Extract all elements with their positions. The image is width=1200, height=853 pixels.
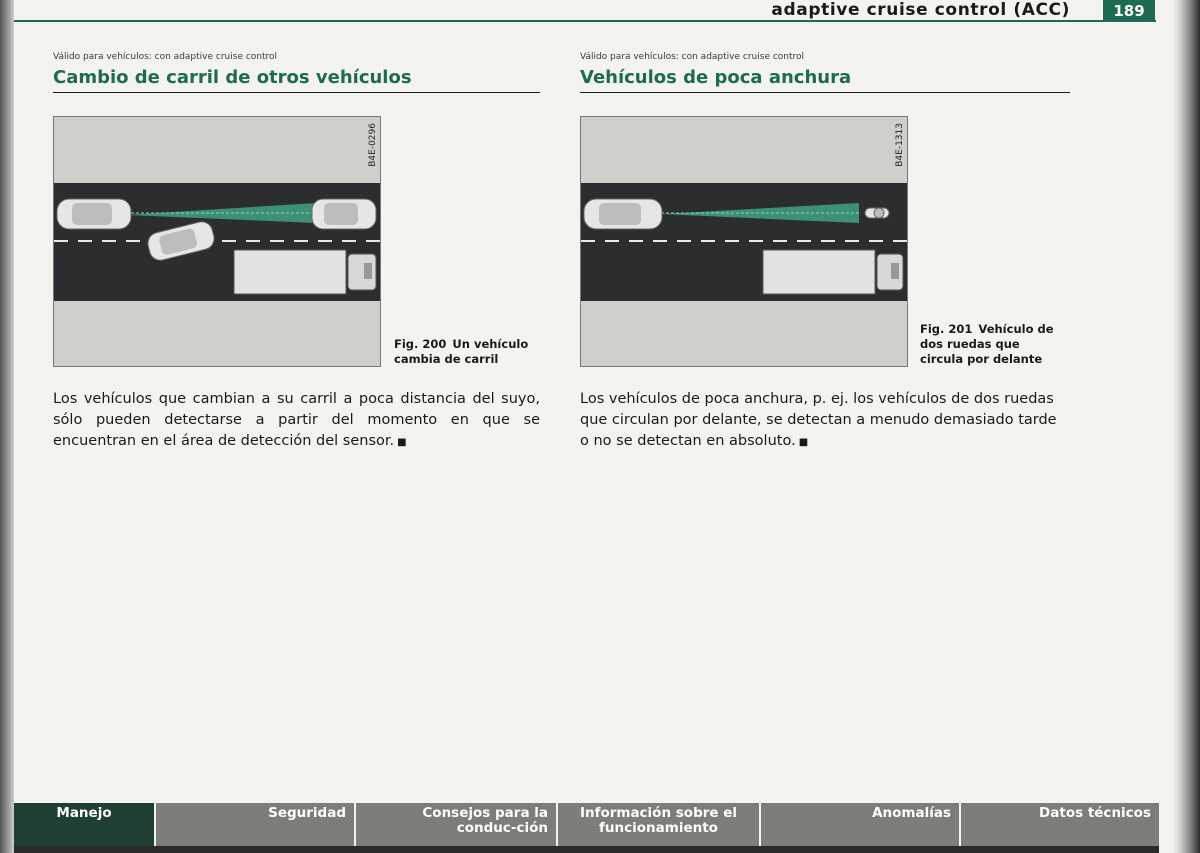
chapter-tab-bar [14, 803, 1159, 846]
validity-note: Válido para vehículos: con adaptive cruise control [580, 52, 805, 62]
tab-seguridad[interactable]: Seguridad [156, 803, 356, 846]
end-mark: ■ [798, 437, 809, 448]
right-column [580, 52, 1070, 453]
figure-201 [580, 116, 1070, 367]
figure-number: Fig. 201 [920, 322, 973, 336]
validity-note: Válido para vehículos: con adaptive cruise control [53, 52, 278, 62]
tab-manejo[interactable]: Manejo [14, 803, 156, 846]
page-edge-right [1174, 0, 1200, 853]
end-mark: ■ [397, 437, 407, 448]
section-title: Cambio de carril de otros vehículos [53, 67, 540, 93]
section-title: Vehículos de poca anchura [580, 67, 1070, 93]
body-text: Los vehículos que cambian a su carril a poca distancia del suyo, sólo pueden detectarse a partir del momento en que se encuentran en el área de detección del sensor. [53, 391, 540, 449]
footer-edge [14, 846, 1159, 853]
figure-caption-text: Un vehículo cambia de carril [394, 337, 529, 366]
motorcycle [865, 208, 889, 218]
tab-datos-tecnicos[interactable]: Datos técnicos [1039, 805, 1151, 821]
lane-change-diagram [54, 117, 380, 366]
figure-200 [53, 116, 540, 367]
figure-code: B4E-0296 [368, 123, 378, 167]
figure-illustration [580, 116, 908, 367]
figure-code: B4E-1313 [895, 123, 905, 167]
body-paragraph [580, 389, 1070, 453]
own-car [57, 199, 131, 229]
tab-anomalias[interactable]: Anomalías [761, 803, 961, 846]
truck [763, 250, 903, 294]
figure-illustration [53, 116, 381, 367]
figure-caption-text: Vehículo de dos ruedas que circula por delante [920, 322, 1054, 366]
page-number: 189 [1103, 0, 1155, 22]
figure-caption [920, 322, 1060, 367]
left-column [53, 52, 540, 453]
car-ahead [312, 199, 376, 229]
truck [234, 250, 376, 294]
tab-consejos-conduccion[interactable]: Consejos para la conduc-ción [356, 803, 558, 846]
page-header-title: adaptive cruise control (ACC) [771, 0, 1070, 20]
own-car [584, 199, 662, 229]
tab-informacion-funcionamiento[interactable]: Información sobre el funcionamiento [558, 803, 761, 846]
body-text: Los vehículos de poca anchura, p. ej. los vehículos de dos ruedas que circulan por delante, se detectan a menudo demasiado tarde o no se detectan en absoluto. [580, 391, 1057, 449]
figure-number: Fig. 200 [394, 337, 447, 351]
body-paragraph [53, 389, 540, 453]
page-edge-left [0, 0, 14, 853]
figure-caption [394, 337, 534, 367]
narrow-vehicle-diagram [581, 117, 907, 366]
